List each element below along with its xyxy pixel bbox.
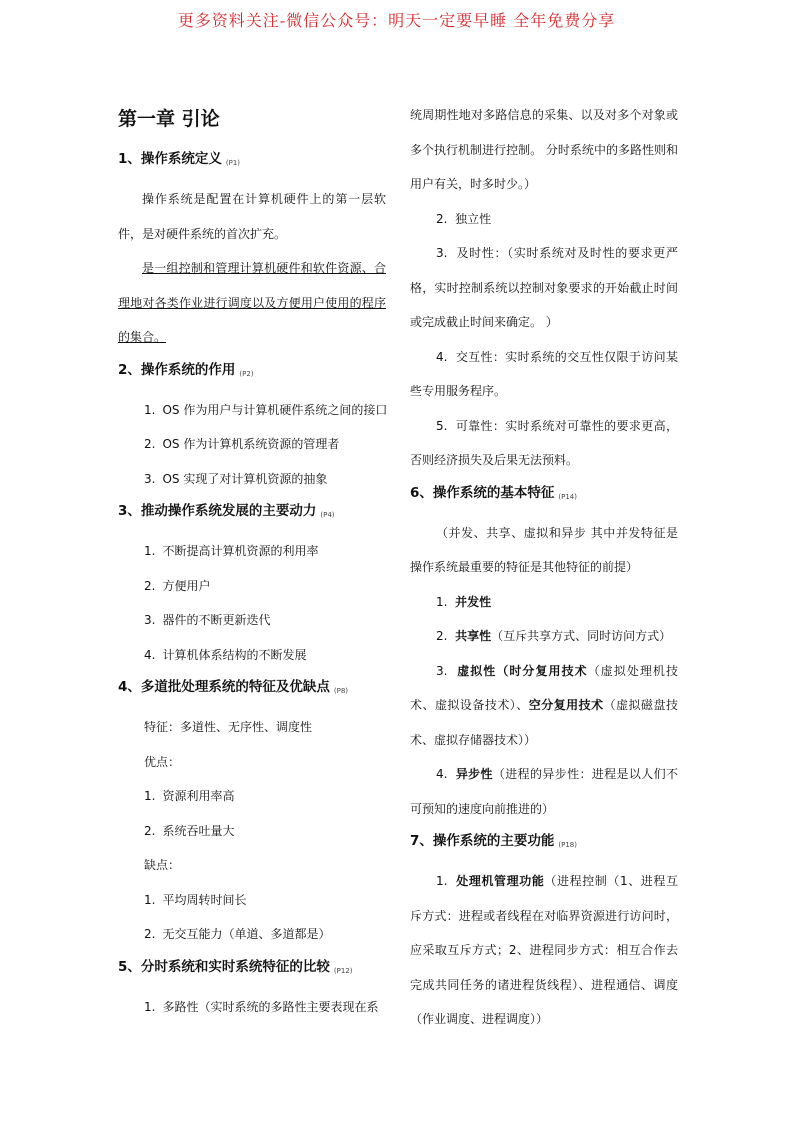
list-item: 1. OS 作为用户与计算机硬件系统之间的接口	[144, 402, 388, 417]
section-title: 3、推动操作系统发展的主要动力	[118, 503, 317, 519]
section-title: 7、操作系统的主要功能	[410, 833, 555, 849]
section-heading-7	[410, 830, 678, 856]
page-ref: (P18)	[558, 841, 577, 849]
page-ref: (P1)	[225, 159, 241, 167]
page-ref: (P8)	[333, 687, 349, 695]
section-title: 1、操作系统定义	[118, 151, 222, 167]
list-item: 3. 及时性：（实时系统对及时性的要求更严格，实时控制系统以控制对象要求的开始截止时间或完成截止时间来确定。 ）	[410, 246, 678, 329]
section-title: 5、分时系统和实时系统特征的比较	[118, 958, 330, 975]
section-heading-1	[118, 148, 386, 174]
paragraph: （并发、共享、虚拟和异步 其中并发特征是操作系统最重要的特征是其他特征的前提）	[410, 525, 678, 574]
list-item: 2. 系统吞吐量大	[144, 823, 235, 838]
features-line: 特征：多道性、无序性、调度性	[144, 720, 313, 734]
list-item: 1. 多路性（实时系统的多路性主要表现在系	[144, 999, 379, 1014]
left-column	[118, 100, 386, 1024]
list-item: 1. 处理机管理功能（进程控制（1、进程互斥方式：进程或者线程在对临界资源进行访问时，应采取互斥方式；2、进程同步方式：相互合作去完成共同任务的诸进程货线程）、进程通信、调度（作业调度、进程调度））	[410, 874, 678, 1026]
section-title: 4、多道批处理系统的特征及优缺点	[118, 679, 330, 695]
section-heading-2	[118, 359, 386, 385]
page-ref: (P12)	[333, 966, 353, 975]
list-item: 4. 计算机体系结构的不断发展	[144, 647, 307, 662]
list-item: 1. 资源利用率高	[144, 789, 235, 803]
list-item: 2. OS 作为计算机系统资源的管理者	[144, 437, 340, 451]
list-item: 3. 虚拟性（时分复用技术（虚拟处理机技术、虚拟设备技术）、空分复用技术（虚拟磁盘技术、虚拟存储器技术））	[410, 663, 678, 747]
list-item: 1. 并发性	[436, 594, 492, 609]
section-heading-5	[118, 956, 386, 982]
chapter-title: 第一章 引论	[118, 108, 220, 130]
section-heading-3	[118, 500, 386, 526]
section-heading-4	[118, 676, 386, 702]
list-item: 3. OS 实现了对计算机资源的抽象	[144, 471, 328, 486]
page-ref: (P4)	[320, 511, 335, 519]
cons-label: 缺点：	[144, 858, 181, 872]
section-title: 2、操作系统的作用	[118, 361, 236, 378]
section-title: 6、操作系统的基本特征	[410, 484, 555, 501]
section-heading-6	[410, 482, 678, 508]
list-item: 4. 异步性（进程的异步性：进程是以人们不可预知的速度向前推进的）	[410, 767, 678, 816]
page-ref: (P14)	[558, 492, 577, 501]
right-column	[410, 98, 678, 1037]
list-item: 2. 共享性（互斥共享方式、同时访问方式）	[436, 629, 672, 643]
promo-banner: 更多资料关注-微信公众号：明天一定要早睡 全年免费分享	[177, 11, 616, 30]
paragraph: 操作系统是配置在计算机硬件上的第一层软件，是对硬件系统的首次扩充。	[118, 192, 386, 241]
underlined-definition: 是一组控制和管理计算机硬件和软件资源、合理地对各类作业进行调度以及方便用户使用的程序的集合。	[118, 261, 386, 344]
paragraph-continued: 统周期性地对多路信息的采集、以及对多个对象或多个执行机制进行控制。 分时系统中的多路性则和用户有关，时多时少。）	[410, 108, 678, 191]
list-item: 1. 平均周转时间长	[144, 892, 247, 907]
list-item: 3. 器件的不断更新迭代	[144, 613, 271, 627]
list-item: 4. 交互性：实时系统的交互性仅限于访问某些专用服务程序。	[410, 349, 678, 398]
list-item: 5. 可靠性：实时系统对可靠性的要求更高，否则经济损失及后果无法预料。	[410, 418, 678, 467]
pros-label: 优点：	[144, 754, 181, 769]
list-item: 1. 不断提高计算机资源的利用率	[144, 544, 319, 558]
list-item: 2. 无交互能力（单道、多道都是）	[144, 927, 331, 941]
list-item: 2. 独立性	[436, 211, 492, 226]
list-item: 2. 方便用户	[144, 578, 211, 593]
page-ref: (P2)	[239, 369, 254, 378]
